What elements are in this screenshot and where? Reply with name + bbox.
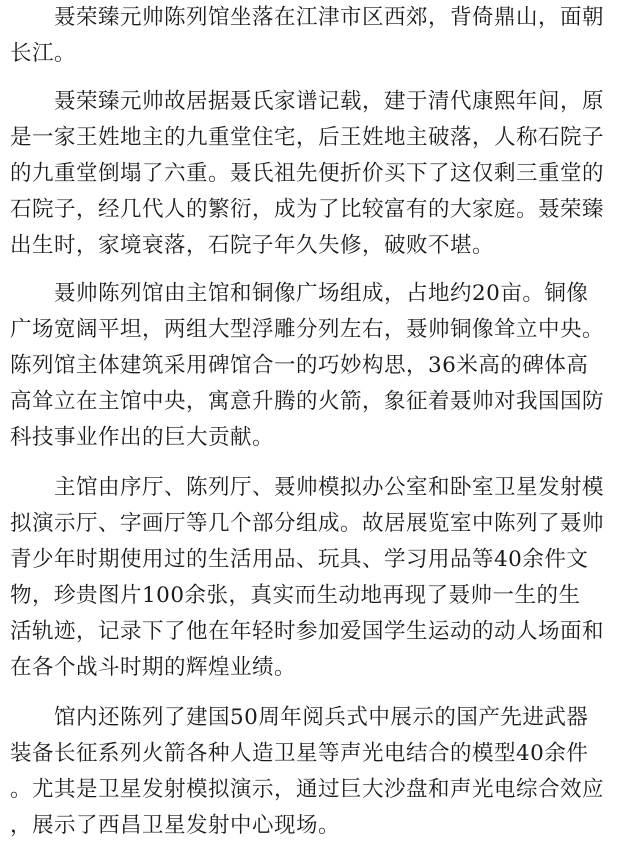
paragraph-exhibits [10,700,604,844]
text-line: 长江。 [10,41,77,66]
paragraph-memorial-layout [10,276,604,456]
text-line: 陈列馆主体建筑采用碑馆合一的巧妙构思，36米高的碑体高 [10,353,589,378]
text-line: 的九重堂倒塌了六重。聂氏祖先便折价买下了这仅剩三重堂的 [10,161,605,186]
text-line: 拟演示厅、字画厅等几个部分组成。故居展览室中陈列了聂帅 [10,511,605,536]
text-line: 活轨迹，记录下了他在年轻时参加爱国学生运动的动人场面和 [10,619,605,644]
text-line: 聂帅陈列馆由主馆和铜像广场组成，占地约20亩。铜像 [54,281,589,306]
text-line: 在各个战斗时期的辉煌业绩。 [10,655,297,680]
text-line: 主馆由序厅、陈列厅、聂帅模拟办公室和卧室卫星发射模 [54,475,605,500]
text-line: 科技事业作出的巨大贡献。 [10,425,275,450]
text-line: 青少年时期使用过的生活用品、玩具、学习用品等40余件文 [10,547,589,572]
paragraph-former-residence [10,84,604,264]
paragraph-location [10,0,604,72]
text-line: 出生时，家境衰落，石院子年久失修，破败不堪。 [10,233,495,258]
text-line: 聂荣臻元帅故居据聂氏家谱记载，建于清代康熙年间，原 [54,89,605,114]
paragraph-main-hall [10,470,604,686]
text-line: 装备长征系列火箭各种人造卫星等声光电结合的模型40余件 [10,741,589,766]
text-line: 馆内还陈列了建国50周年阅兵式中展示的国产先进武器 [54,705,589,730]
text-line: 。尤其是卫星发射模拟演示，通过巨大沙盘和声光电综合效应 [10,777,605,802]
text-line: 高耸立在主馆中央，寓意升腾的火箭，象征着聂帅对我国国防 [10,389,605,414]
text-line: ，展示了西昌卫星发射中心现场。 [10,813,341,838]
text-line: 石院子，经几代人的繁衍，成为了比较富有的大家庭。聂荣臻 [10,197,605,222]
text-line: 物，珍贵图片100余张，真实而生动地再现了聂帅一生的生 [10,583,581,608]
text-line: 广场宽阔平坦，两组大型浮雕分列左右，聂帅铜像耸立中央。 [10,317,605,342]
text-line: 聂荣臻元帅陈列馆坐落在江津市区西郊，背倚鼎山，面朝 [54,5,605,30]
text-line: 是一家王姓地主的九重堂住宅，后王姓地主破落，人称石院子 [10,125,605,150]
